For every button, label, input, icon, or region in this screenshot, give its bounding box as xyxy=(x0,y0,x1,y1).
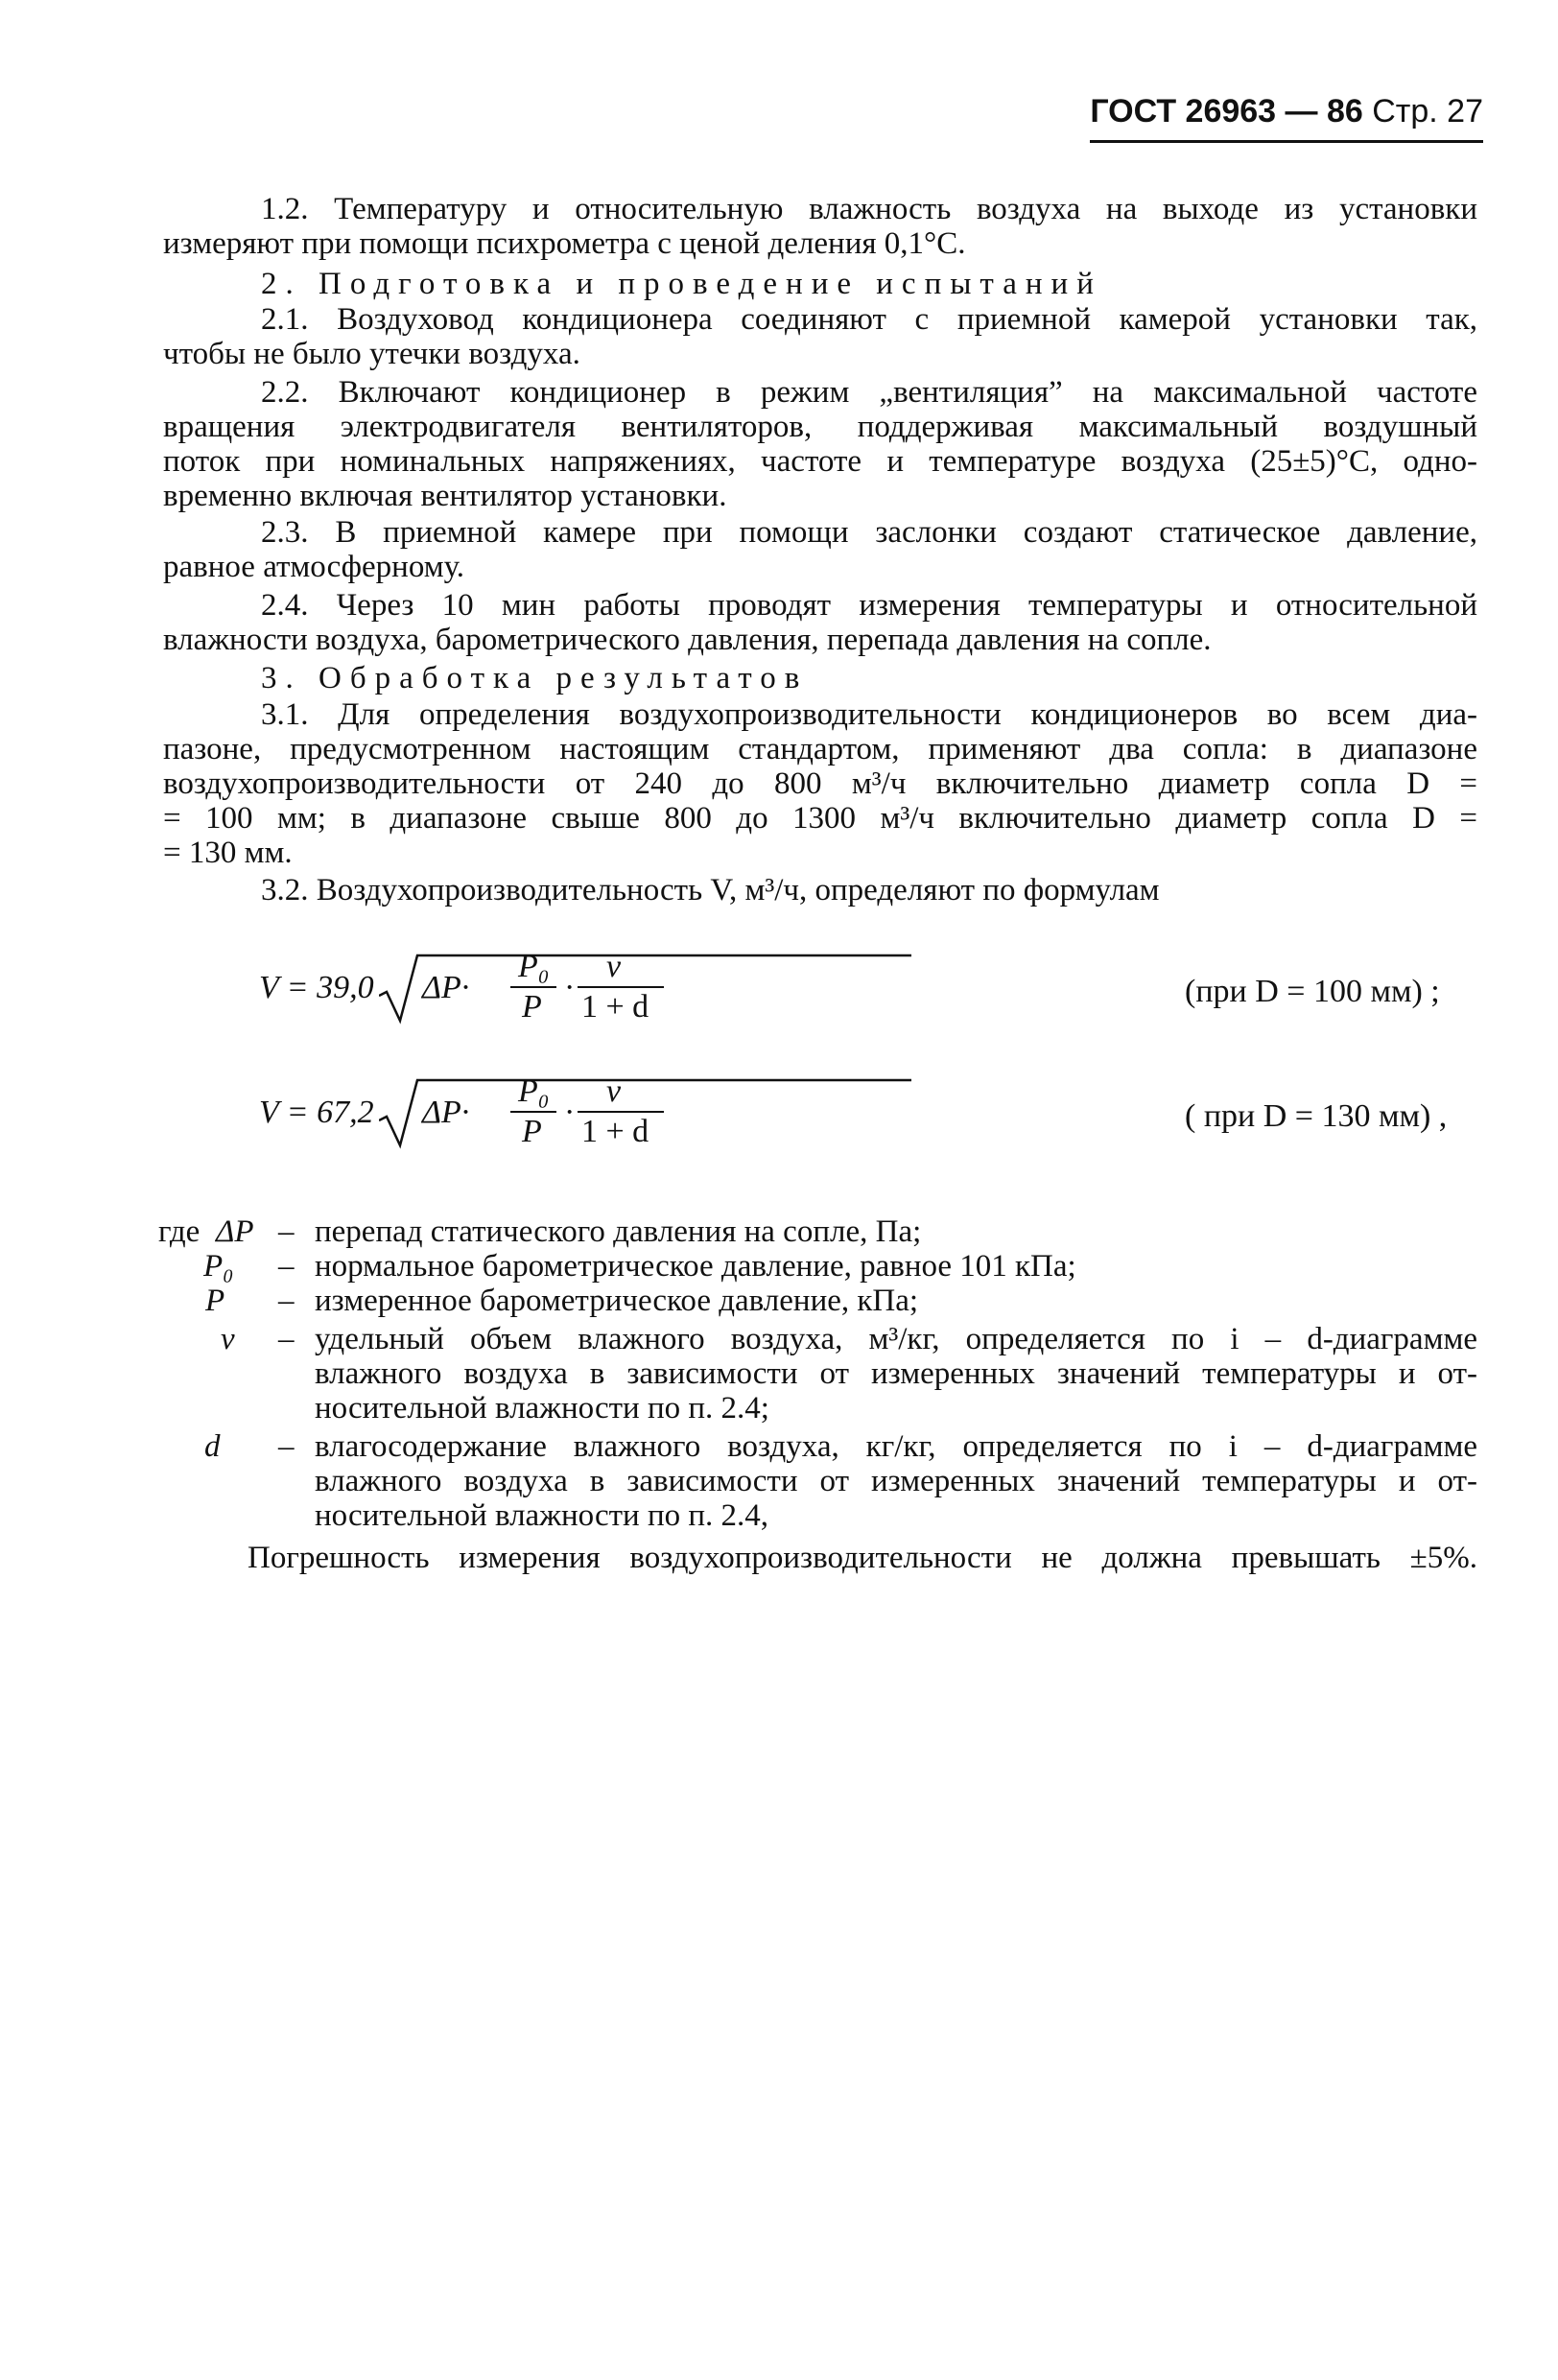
formula-1-dot: · xyxy=(564,970,576,1005)
legend-symbol-p: P xyxy=(205,1284,225,1318)
paragraph-3-2: 3.2. Воздухопроизводительность V, м³/ч, определяют по формулам xyxy=(261,873,1160,907)
paragraph-2-1-line-2: чтобы не было утечки воздуха. xyxy=(163,337,580,371)
paragraph-2-3-line-2: равное атмосферному. xyxy=(163,550,465,584)
formula-2-numerator-2: v xyxy=(606,1073,622,1109)
formula-1-lhs: V = 39,0 xyxy=(259,970,374,1005)
paragraph-2-2-line-3: поток при номинальных напряжениях, частоте и температуре воздуха (25±5)°С, одно- xyxy=(163,444,1477,479)
formula-2-fraction-bar-2 xyxy=(578,1111,664,1113)
paragraph-3-1-line-3: воздухопроизводительности от 240 до 800 м³/ч включительно диаметр сопла D = xyxy=(163,766,1477,801)
formula-2-delta-p: ΔP· xyxy=(422,1095,470,1130)
legend-dash-1: – xyxy=(278,1214,295,1249)
formula-2-condition: ( при D = 130 мм) , xyxy=(1185,1098,1448,1134)
formula-1-numerator-1: P₀ xyxy=(518,949,550,984)
paragraph-2-1-line-1: 2.1. Воздуховод кондиционера соединяют с приемной камерой установки так, xyxy=(261,302,1477,337)
formula-1-delta-p: ΔP· xyxy=(422,970,470,1005)
paragraph-2-4-line-1: 2.4. Через 10 мин работы проводят измерения температуры и относительной xyxy=(261,588,1477,623)
formula-2-denominator-2: 1 + d xyxy=(581,1114,649,1149)
legend-text-delta-p: перепад статического давления на сопле, Па; xyxy=(315,1214,922,1249)
paragraph-3-1-line-2: пазоне, предусмотренном настоящим стандартом, применяют два сопла: в диапазоне xyxy=(163,732,1477,766)
formula-2-dot: · xyxy=(564,1095,576,1130)
formula-1-condition: (при D = 100 мм) ; xyxy=(1185,974,1440,1009)
formula-2-fraction-bar-1 xyxy=(510,1111,556,1113)
paragraph-3-1-line-1: 3.1. Для определения воздухопроизводительности кондиционеров во всем диа- xyxy=(261,697,1477,732)
paragraph-1-2-line-2: измеряют при помощи психрометра с ценой деления 0,1°С. xyxy=(163,226,966,261)
legend-dash-4: – xyxy=(278,1322,295,1356)
formula-1-fraction-bar-2 xyxy=(578,986,664,988)
paragraph-2-2-line-2: вращения электродвигателя вентиляторов, поддерживая максимальный воздушный xyxy=(163,410,1477,444)
section-2-heading: 2. Подготовка и проведение испытаний xyxy=(261,267,1102,301)
legend-text-p: измеренное барометрическое давление, кПа; xyxy=(315,1284,919,1318)
legend-symbol-d: d xyxy=(204,1429,221,1464)
paragraph-2-3-line-1: 2.3. В приемной камере при помощи заслонки создают статическое давление, xyxy=(261,515,1477,550)
paragraph-2-4-line-2: влажности воздуха, барометрического давления, перепада давления на сопле. xyxy=(163,623,1212,657)
accuracy-note: Погрешность измерения воздухопроизводительности не должна превышать ±5%. xyxy=(248,1541,1477,1575)
section-3-heading: 3. Обработка результатов xyxy=(261,661,809,695)
legend-text-p0: нормальное барометрическое давление, равное 101 кПа; xyxy=(315,1249,1076,1284)
legend-text-v-line-2: влажного воздуха в зависимости от измеренных значений температуры и от- xyxy=(315,1356,1477,1391)
legend-where: где xyxy=(158,1214,201,1249)
legend-text-d-line-2: влажного воздуха в зависимости от измеренных значений температуры и от- xyxy=(315,1464,1477,1498)
legend-dash-2: – xyxy=(278,1249,295,1284)
legend-text-v-line-3: носительной влажности по п. 2.4; xyxy=(315,1391,769,1426)
formula-1 xyxy=(259,940,1477,1036)
formula-2 xyxy=(259,1065,1477,1161)
document-number: ГОСТ 26963 — 86 xyxy=(1090,93,1363,130)
paragraph-3-1-line-4: = 100 мм; в диапазоне свыше 800 до 1300 м³/ч включительно диаметр сопла D = xyxy=(163,801,1477,836)
legend-text-d-line-1: влагосодержание влажного воздуха, кг/кг, определяется по i – d-диаграмме xyxy=(315,1429,1477,1464)
legend-symbol-p0: P₀ xyxy=(203,1249,234,1284)
legend-dash-5: – xyxy=(278,1429,295,1464)
paragraph-2-2-line-4: временно включая вентилятор установки. xyxy=(163,479,727,513)
paragraph-2-2-line-1: 2.2. Включают кондиционер в режим „вентиляция” на максимальной частоте xyxy=(261,375,1477,410)
page-header xyxy=(1080,92,1483,131)
legend-text-d-line-3: носительной влажности по п. 2.4, xyxy=(315,1498,769,1533)
legend-text-v-line-1: удельный объем влажного воздуха, м³/кг, определяется по i – d-диаграмме xyxy=(315,1322,1477,1356)
formula-1-numerator-2: v xyxy=(606,949,622,984)
legend-symbol-delta-p: ΔP xyxy=(216,1214,254,1249)
formula-2-numerator-1: P₀ xyxy=(518,1073,550,1109)
formula-1-denominator-2: 1 + d xyxy=(581,989,649,1025)
formula-1-denominator-1: P xyxy=(522,989,542,1025)
formula-1-fraction-bar-1 xyxy=(510,986,556,988)
formula-2-lhs: V = 67,2 xyxy=(259,1095,374,1130)
legend-dash-3: – xyxy=(278,1284,295,1318)
formula-2-denominator-1: P xyxy=(522,1114,542,1149)
header-rule xyxy=(1090,140,1483,143)
paragraph-1-2-line-1: 1.2. Температуру и относительную влажность воздуха на выходе из установки xyxy=(261,192,1477,226)
page-number: Стр. 27 xyxy=(1372,93,1483,130)
legend-symbol-v: v xyxy=(221,1322,235,1356)
paragraph-3-1-line-5: = 130 мм. xyxy=(163,836,293,870)
